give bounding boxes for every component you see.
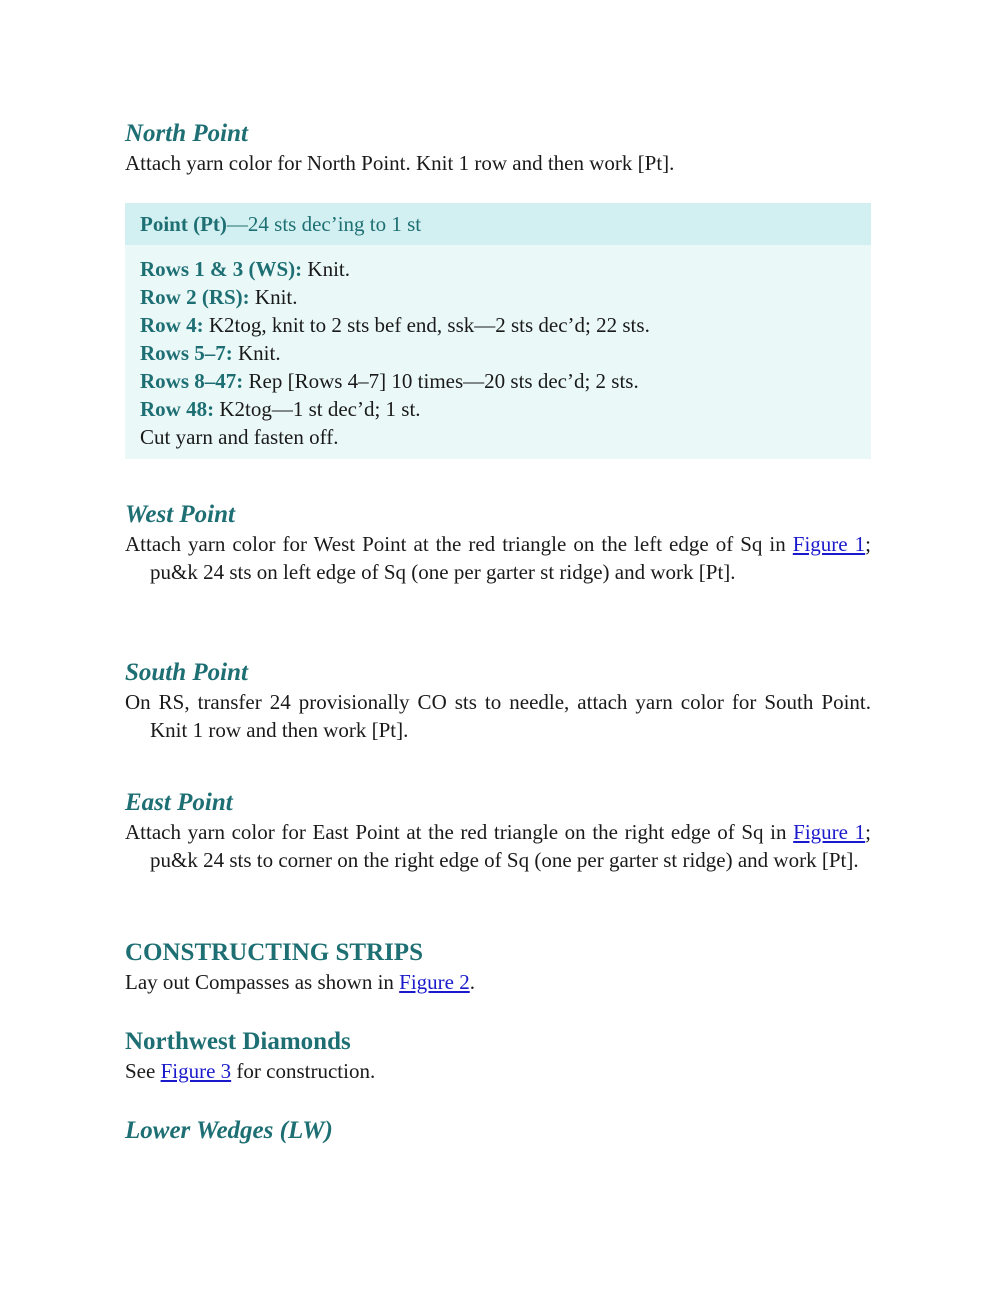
- point-row: [140, 311, 856, 339]
- point-row: [140, 255, 856, 283]
- point-row-label: Rows 8–47:: [140, 369, 244, 393]
- point-row-label: Row 4:: [140, 313, 204, 337]
- west-point-text-after: ; pu&k 24 sts on left edge of Sq (one per garter st ridge) and work [Pt].: [150, 532, 871, 584]
- east-point-text-after: ; pu&k 24 sts to corner on the right edge of Sq (one per garter st ridge) and work [Pt].: [150, 820, 871, 872]
- west-point-heading: West Point: [125, 501, 235, 528]
- point-row-label: Row 48:: [140, 397, 215, 421]
- northwest-diamonds-heading: Northwest Diamonds: [125, 1028, 351, 1055]
- east-point-text: [125, 818, 871, 874]
- point-box-body: [125, 245, 871, 459]
- south-point-heading: South Point: [125, 659, 248, 686]
- point-row: [140, 339, 856, 367]
- point-box-title-label: Point (Pt): [140, 212, 227, 236]
- section-constructing-strips: [125, 938, 871, 996]
- west-point-text-before: Attach yarn color for West Point at the red triangle on the left edge of Sq in: [125, 532, 793, 556]
- south-point-text: On RS, transfer 24 provisionally CO sts to needle, attach yarn color for South Point. Knit 1 row and then work [Pt].: [125, 690, 871, 742]
- point-row: [140, 395, 856, 423]
- point-row-label: Rows 5–7:: [140, 341, 233, 365]
- point-box-title-rest: —24 sts dec’ing to 1 st: [226, 212, 422, 236]
- lower-wedges-heading: Lower Wedges (LW): [125, 1117, 333, 1144]
- west-point-text: [125, 530, 871, 586]
- constructing-strips-text-before: Lay out Compasses as shown in: [125, 970, 400, 994]
- section-south-point: [125, 658, 871, 744]
- figure-2-link[interactable]: Figure 2: [399, 970, 470, 994]
- section-northwest-diamonds: [125, 1027, 871, 1085]
- northwest-diamonds-text-before: See: [125, 1059, 161, 1083]
- point-row-text: Knit.: [302, 257, 350, 281]
- point-row-text: Knit.: [249, 285, 298, 309]
- point-row-text: Rep [Rows 4–7] 10 times—20 sts dec’d; 2 sts.: [243, 369, 639, 393]
- point-instructions-box: [125, 203, 871, 459]
- east-point-heading: East Point: [125, 789, 233, 816]
- point-row-label: Row 2 (RS):: [140, 285, 250, 309]
- point-row: [140, 367, 856, 395]
- east-point-text-before: Attach yarn color for East Point at the red triangle on the right edge of Sq in: [125, 820, 794, 844]
- section-east-point: [125, 788, 871, 874]
- section-west-point: [125, 500, 871, 586]
- constructing-strips-heading: CONSTRUCTING STRIPS: [125, 939, 423, 966]
- point-row-label: Rows 1 & 3 (WS):: [140, 257, 303, 281]
- north-point-heading: North Point: [125, 120, 248, 147]
- figure-3-link[interactable]: Figure 3: [160, 1059, 232, 1083]
- point-row-text: K2tog—1 st dec’d; 1 st.: [214, 397, 421, 421]
- figure-1-link[interactable]: Figure 1: [792, 532, 866, 556]
- constructing-strips-text: [125, 968, 871, 996]
- point-row-text: K2tog, knit to 2 sts bef end, ssk—2 sts dec’d; 22 sts.: [203, 313, 650, 337]
- point-box-header: [125, 203, 871, 245]
- point-row-text: Knit.: [232, 341, 281, 365]
- figure-1-link[interactable]: Figure 1: [793, 820, 866, 844]
- point-box-final: Cut yarn and fasten off.: [140, 425, 339, 449]
- point-row: [140, 283, 856, 311]
- northwest-diamonds-text-after: for construction.: [231, 1059, 376, 1083]
- northwest-diamonds-text: [125, 1057, 871, 1085]
- north-point-text: Attach yarn color for North Point. Knit 1 row and then work [Pt].: [125, 151, 675, 175]
- section-north-point: [125, 119, 871, 177]
- section-lower-wedges: [125, 1116, 871, 1146]
- constructing-strips-text-after: .: [469, 970, 475, 994]
